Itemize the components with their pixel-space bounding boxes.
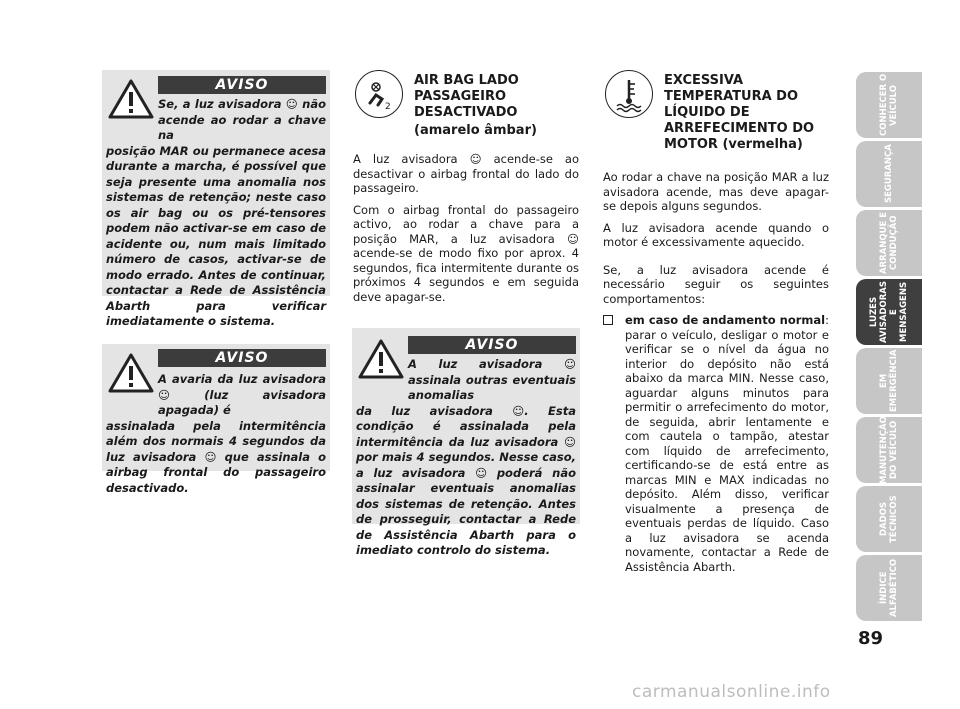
coolant-heading: EXCESSIVA TEMPERATURA DO LÍQUIDO DE ARREFECIMENTO DO MOTOR (vermelha) bbox=[664, 73, 815, 152]
warning-text: A luz avisadora ☺ assinala outras eventuais anomalias da luz avisadora ☺. Esta condição é assinalada pela intermitência da luz avisadora ☺ por mais 4 segundos. Nesse caso, a luz avisadora ☺ poderá não assinalar eventuais anomalias dos sistemas de retenção. Antes de prosseguir, contactar a Rede de Assistência Abarth para o imediato controlo do sistema. bbox=[356, 357, 576, 557]
page-number: 89 bbox=[858, 628, 884, 649]
warning-text: A avaria da luz avisadora ☺ (luz avisadora apagada) é assinalada pela intermitência além dos normais 4 segundos da luz avisadora ☺ que assinala o airbag frontal do passageiro desactivado. bbox=[106, 372, 326, 495]
tab-seguranca[interactable]: SEGURANÇA bbox=[856, 141, 922, 207]
bullet-square-icon bbox=[603, 315, 613, 325]
warning-text: Se, a luz avisadora ☺ não acende ao rodar a chave na posição MAR ou permanece acesa durante a marcha, é possível que seja presente uma anomalia nos sistemas de retenção; neste caso os air bag ou os pré-tensores podem não activar-se em caso de acidente ou, num mais limitado número de casos, activar-se de modo errado. Antes de continuar, contactar a Rede de Assistência Abarth para verificar imediatamente o sistema. bbox=[106, 97, 326, 328]
airbag-subheading: (amarelo âmbar) bbox=[414, 123, 537, 138]
warning-box-3 bbox=[352, 328, 580, 557]
airbag-off-icon bbox=[355, 70, 403, 118]
tab-manutencao-do-veiculo[interactable]: MANUTENÇÃO DO VEÍCULO bbox=[856, 417, 922, 483]
svg-text:2: 2 bbox=[385, 102, 391, 112]
warning-box-1 bbox=[102, 70, 330, 328]
airbag-heading: AIR BAG LADO PASSAGEIRO DESACTIVADO bbox=[414, 73, 519, 120]
aviso-label: AVISO bbox=[158, 349, 326, 367]
tab-luzes-avisadoras[interactable]: LUZES AVISADORAS E MENSAGENS bbox=[856, 279, 922, 345]
tab-arranque-e-conducao[interactable]: ARRANQUE E CONDUÇÃO bbox=[856, 210, 922, 276]
coolant-temperature-icon bbox=[605, 70, 653, 118]
aviso-label: AVISO bbox=[408, 336, 576, 354]
tab-conhecer-o-veiculo[interactable]: CONHECER O VEÍCULO bbox=[856, 72, 922, 138]
airbag-body: A luz avisadora ☺ acende-se ao desactivar o airbag frontal do lado do passageiro. Com o airbag frontal do passageiro activo, ao rodar a chave para a posição MAR, a luz avisadora ☺ acende-se de modo fixo por aprox. 4 segundos, fica intermitente durante os próximos 4 segundos e em seguida deve apagar-se. bbox=[353, 152, 579, 304]
tab-em-emergencia[interactable]: EM EMERGÊNCIA bbox=[856, 348, 922, 414]
aviso-label: AVISO bbox=[158, 76, 326, 94]
tab-indice-alfabetico[interactable]: ÍNDICE ALFABÉTICO bbox=[856, 555, 922, 621]
warning-box-2 bbox=[102, 344, 330, 495]
coolant-body: Ao rodar a chave na posição MAR a luz avisadora acende, mas deve apagar-se depois alguns segundos. A luz avisadora acende quando o motor é excessivamente aquecido. Se, a luz avisadora acende é necessário seguir os seguintes comportamentos: em caso de andamento normal: parar o veículo, desligar o motor e verificar se o nível da água no interior do depósito não está abaixo da marca MIN. Nesse caso, aguardar alguns minutos para permitir o arrefecimento do motor, de seguida, abrir lentamente e com cautela o tampão, atestar com líquido de arrefecimento, certificando-se de está entre as marcas MIN e MAX indicadas no depósito. Além disso, verificar visualmente a presença de eventuais perdas de líquido. Caso a luz avisadora se acenda novamente, contactar a Rede de Assistência Abarth. bbox=[603, 170, 829, 574]
watermark: carmanualsonline.info bbox=[632, 682, 831, 702]
bullet-item: em caso de andamento normal: parar o veículo, desligar o motor e verificar se o nível da água no interior do depósito não está abaixo da marca MIN. Nesse caso, aguardar alguns minutos para permitir o arrefecimento do motor, de seguida, abrir lentamente e com cautela o tampão, atestar com líquido de arrefecimento, certificando-se de está entre as marcas MIN e MAX indicadas no depósito. Além disso, verificar visualmente a presença de eventuais perdas de líquido. Caso a luz avisadora se acenda novamente, contactar a Rede de Assistência Abarth. bbox=[603, 313, 829, 574]
tab-dados-tecnicos[interactable]: DADOS TÉCNICOS bbox=[856, 486, 922, 552]
